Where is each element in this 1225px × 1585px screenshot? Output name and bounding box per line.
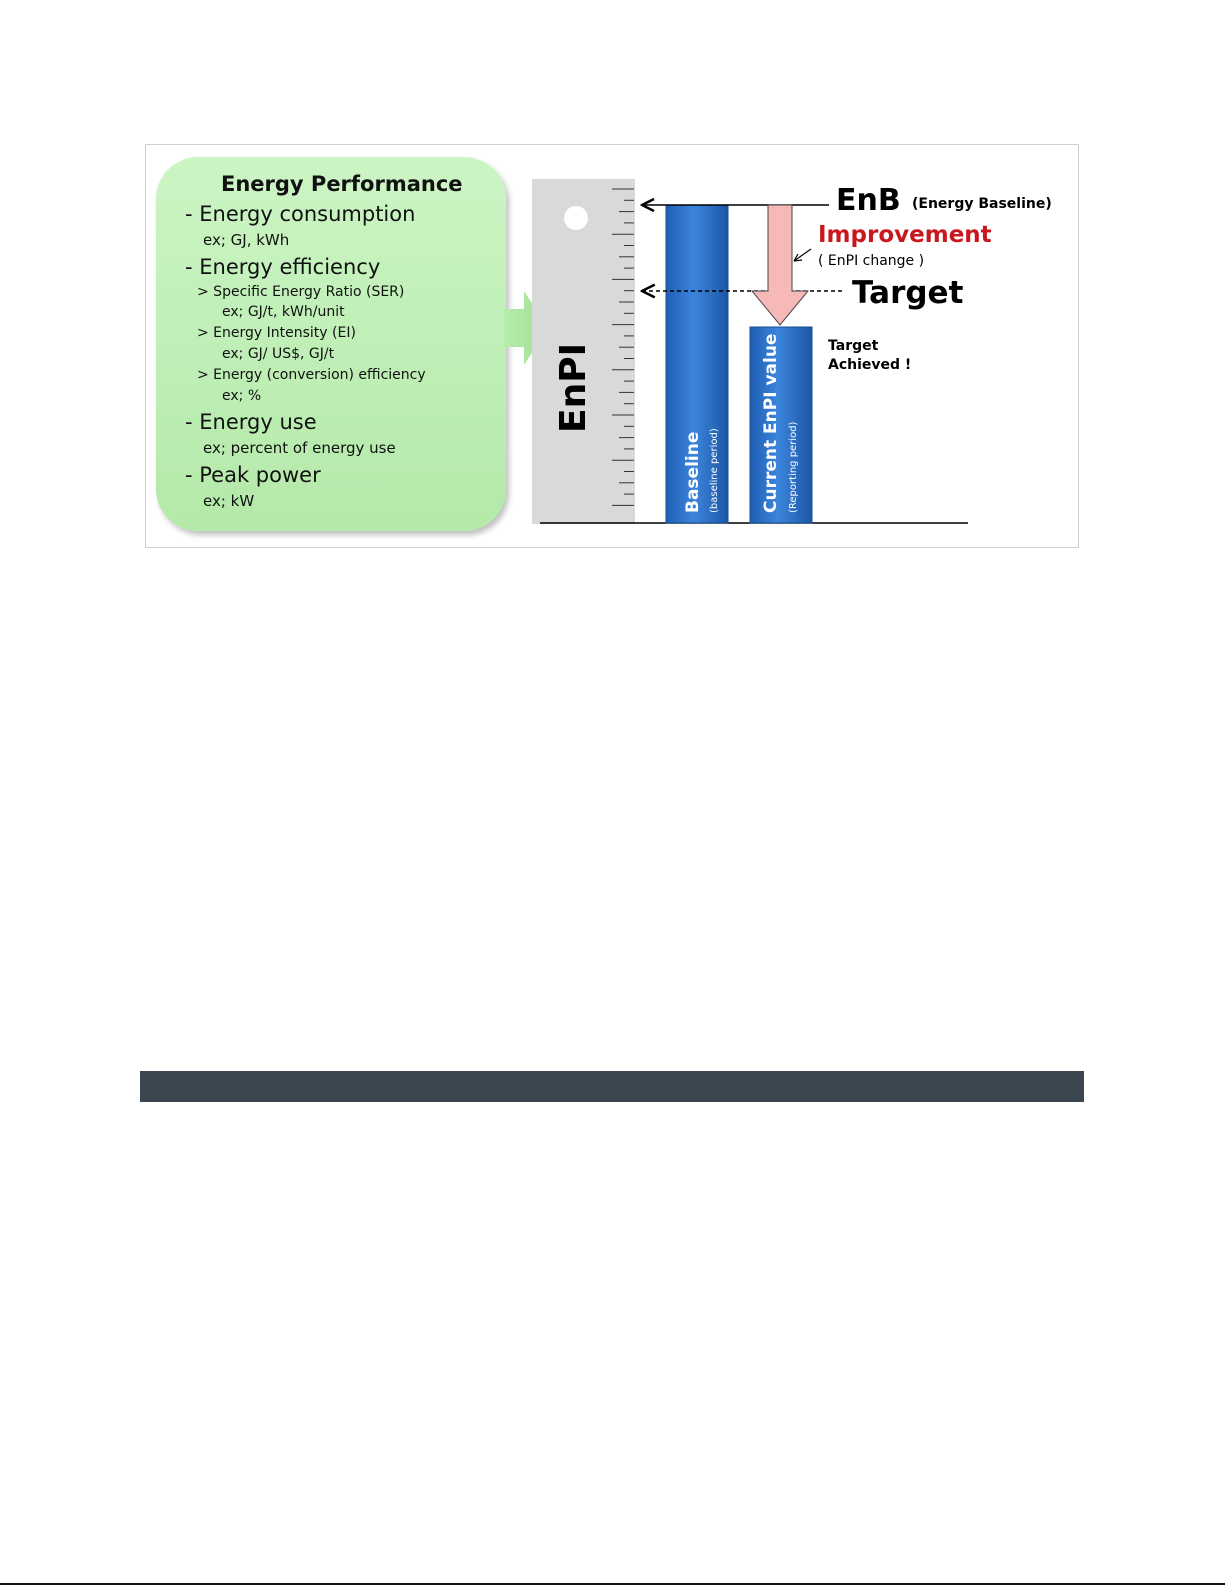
item-energy-consumption: - Energy consumption	[185, 202, 416, 226]
target-label: Target	[852, 275, 964, 311]
item-energy-consumption-example: ex; GJ, kWh	[203, 231, 290, 249]
bar-current-enpi	[750, 327, 812, 523]
enpi-axis-label: EnPI	[553, 343, 594, 433]
improvement-pointer	[794, 249, 811, 261]
enb-label: EnB	[836, 183, 901, 218]
panel-title: Energy Performance	[221, 172, 463, 196]
improvement-label: Improvement	[818, 222, 992, 248]
enb-sub-label: (Energy Baseline)	[912, 196, 1052, 212]
item-energy-efficiency: - Energy efficiency	[185, 255, 381, 279]
sub-item-ei: > Energy Intensity (EI)	[197, 325, 356, 341]
ruler-hole	[564, 206, 588, 230]
improvement-sub-label: ( EnPI change )	[818, 253, 925, 269]
item-peak-power-example: ex; kW	[203, 492, 255, 510]
sub-item-conversion-efficiency: > Energy (conversion) efficiency	[197, 367, 426, 383]
enpi-diagram	[146, 145, 1080, 549]
target-achieved-line1: Target	[828, 338, 879, 354]
bar-current-sub: (Reporting period)	[788, 421, 799, 513]
bar-baseline-label: Baseline	[683, 431, 703, 513]
sub-item-ei-example: ex; GJ/ US$, GJ/t	[222, 346, 335, 362]
energy-performance-figure	[145, 144, 1079, 548]
item-energy-use: - Energy use	[185, 410, 317, 434]
bar-current-label: Current EnPI value	[761, 333, 781, 513]
target-achieved-line2: Achieved !	[828, 357, 912, 373]
item-peak-power: - Peak power	[185, 463, 321, 487]
item-energy-use-example: ex; percent of energy use	[203, 439, 396, 457]
bar-baseline-sub: (baseline period)	[709, 428, 720, 513]
sub-item-conversion-example: ex; %	[222, 388, 262, 404]
improvement-arrow	[752, 205, 808, 325]
sub-item-ser-example: ex; GJ/t, kWh/unit	[222, 304, 345, 320]
sub-item-ser: > Specific Energy Ratio (SER)	[197, 284, 405, 300]
section-divider-bar	[140, 1071, 1084, 1102]
